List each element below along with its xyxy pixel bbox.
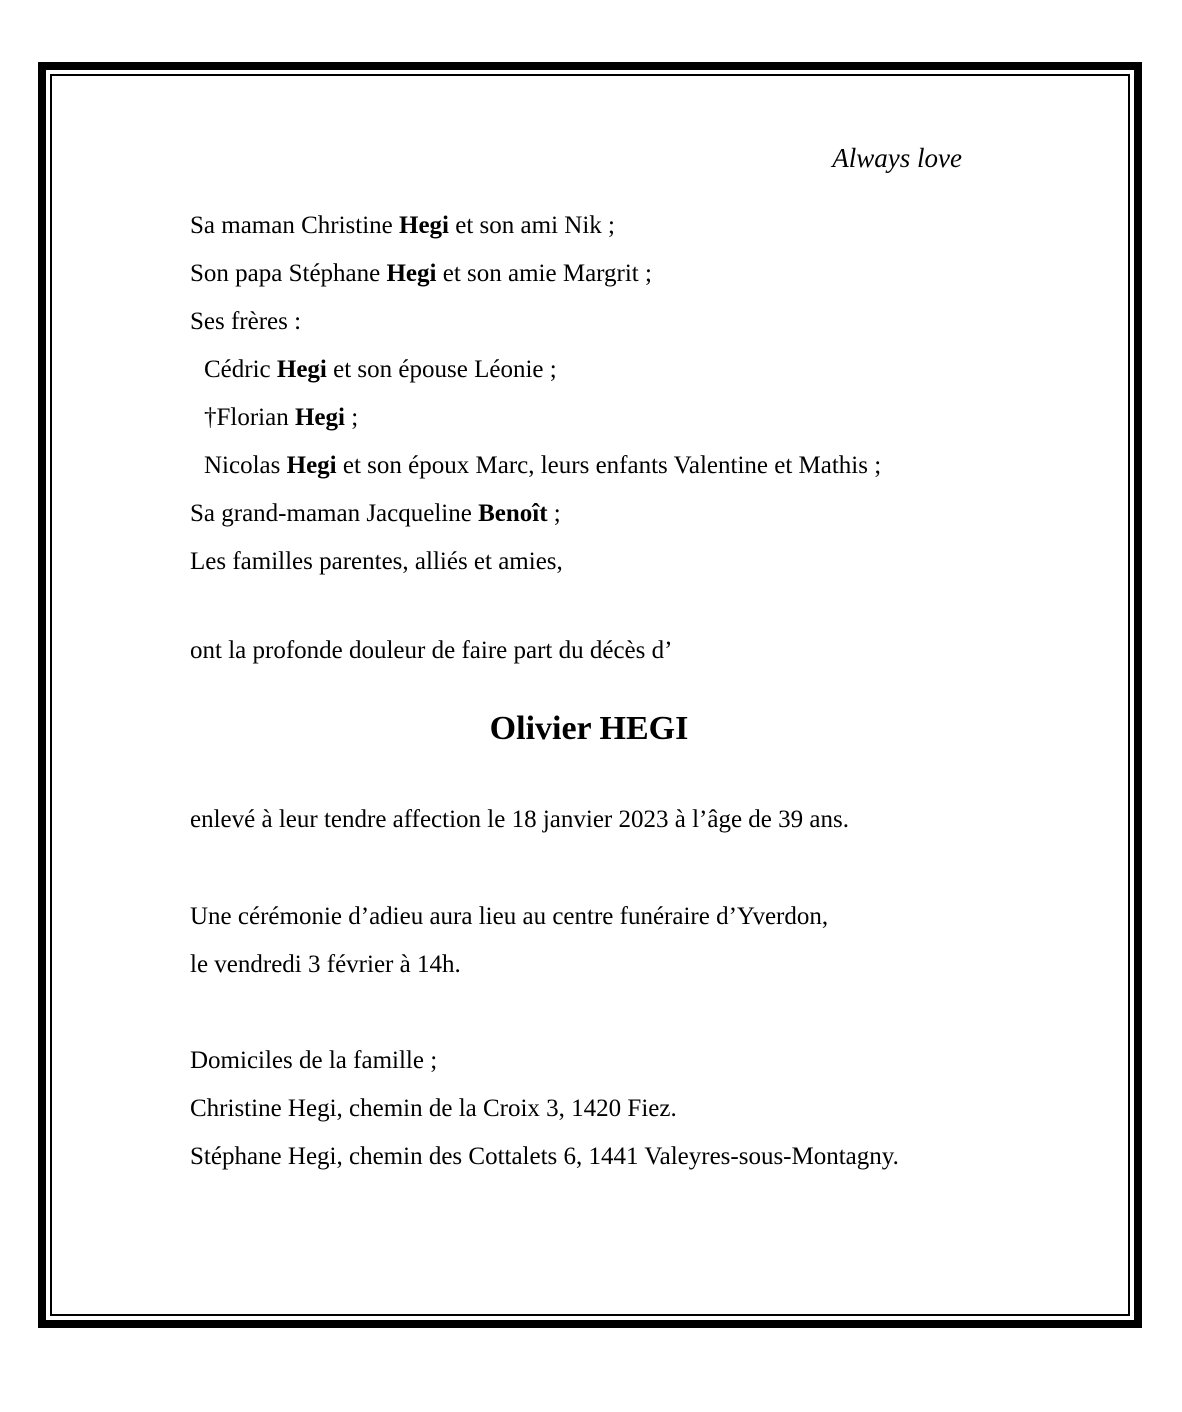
family-surname: Hegi <box>276 356 327 383</box>
family-line-text: et son ami Nik ; <box>449 212 615 239</box>
family-line-relatives <box>190 538 988 586</box>
family-surname: Hegi <box>286 452 337 479</box>
family-line-text: Ses frères : <box>190 308 302 335</box>
family-surname: Benoît <box>478 500 548 527</box>
address-line-christine: Christine Hegi, chemin de la Croix 3, 1420 Fiez. <box>190 1095 677 1122</box>
family-line-text: Les familles parentes, alliés et amies, <box>190 548 563 575</box>
family-line-text: Nicolas <box>204 452 287 479</box>
ceremony-section <box>190 893 988 989</box>
family-line-brothers-label <box>190 298 988 346</box>
passing-section <box>190 796 988 844</box>
family-line-text: Sa grand-maman Jacqueline <box>190 500 479 527</box>
family-line-brother-nicolas <box>190 442 988 490</box>
family-line-text: et son époux Marc, leurs enfants Valentine et Mathis ; <box>336 452 882 479</box>
family-line-text: Son papa Stéphane <box>190 260 387 287</box>
family-line-brother-florian <box>190 394 988 442</box>
family-line-text: ; <box>547 500 561 527</box>
family-line-brother-cedric <box>190 346 988 394</box>
family-line-father <box>190 250 988 298</box>
ceremony-line-datetime: le vendredi 3 février à 14h. <box>190 951 461 978</box>
family-line-text: et son amie Margrit ; <box>436 260 652 287</box>
announcement-line: ont la profonde douleur de faire part du décès d’ <box>190 637 673 664</box>
family-surname: Hegi <box>386 260 437 287</box>
family-line-text: ; <box>344 404 359 431</box>
addresses-section <box>190 1037 988 1181</box>
obituary-outer-frame <box>38 62 1142 1328</box>
family-line-text: †Florian <box>204 404 295 431</box>
family-line-text: et son épouse Léonie ; <box>326 356 557 383</box>
family-surname: Hegi <box>294 404 345 431</box>
family-line-mother <box>190 202 988 250</box>
epigraph: Always love <box>832 143 962 173</box>
address-line-stephane: Stéphane Hegi, chemin des Cottalets 6, 1441 Valeyres-sous-Montagny. <box>190 1143 899 1170</box>
family-line-text: Cédric <box>204 356 277 383</box>
deceased-name: Olivier HEGI <box>489 710 689 747</box>
family-line-text: Sa maman Christine <box>190 212 399 239</box>
addresses-heading: Domiciles de la famille ; <box>190 1047 438 1074</box>
family-surname: Hegi <box>399 212 449 239</box>
announcement-section <box>190 627 988 675</box>
family-line-grandmother <box>190 490 988 538</box>
family-list <box>190 202 988 586</box>
passing-line: enlevé à leur tendre affection le 18 janvier 2023 à l’âge de 39 ans. <box>190 806 849 833</box>
obituary-inner-frame <box>50 74 1130 1316</box>
ceremony-line-location: Une cérémonie d’adieu aura lieu au centre funéraire d’Yverdon, <box>190 903 829 930</box>
